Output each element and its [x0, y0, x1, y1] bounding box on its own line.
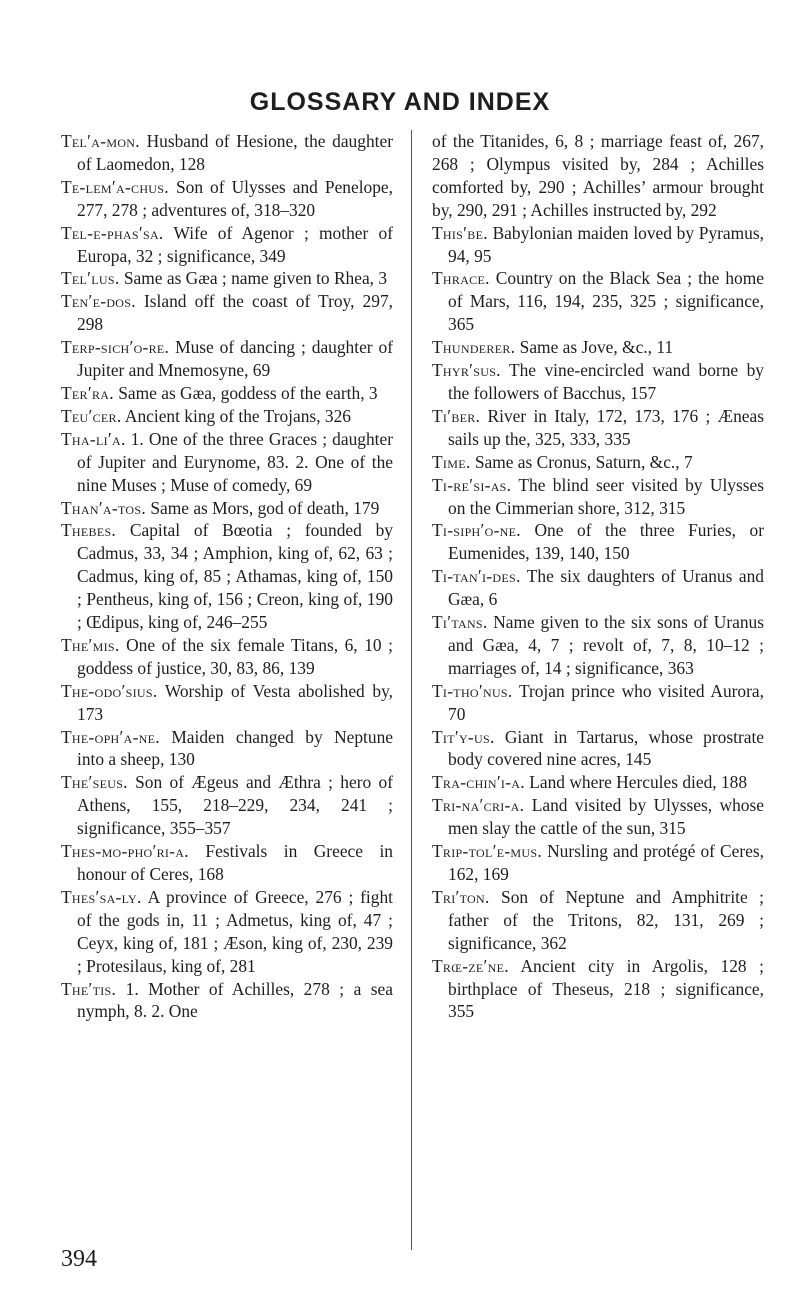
entry-text: Same as Gæa, goddess of the earth, 3 [113, 382, 378, 403]
index-entry [432, 222, 764, 268]
entry-text: The blind seer visited by Ulysses on the Cimmerian shore, 312, 315 [448, 474, 764, 518]
entry-text: Island off the coast of Troy, 297, 298 [77, 291, 393, 335]
entry-text: Son of Neptune and Amphitrite ; father of the Tritons, 82, 131, 269 ; significance, 362 [448, 886, 764, 953]
index-entry [432, 726, 764, 772]
entry-text: Giant in Tartarus, whose prostrate body covered nine acres, 145 [448, 726, 764, 770]
index-entry [61, 886, 393, 978]
index-entry [61, 497, 393, 520]
entry-headword: Thunderer. [432, 337, 516, 358]
entry-text: Land where Hercules died, 188 [524, 772, 748, 793]
entry-text: Husband of Hesione, the daughter of Laomedon, 128 [77, 131, 393, 174]
page-number: 394 [61, 1246, 97, 1272]
entry-headword: Thebes. [61, 520, 117, 541]
running-header: GLOSSARY AND INDEX [249, 88, 551, 116]
entry-text: River in Italy, 172, 173, 176 ; Æneas sails up the, 325, 333, 335 [448, 405, 764, 449]
index-entry [61, 176, 393, 222]
index-entry [61, 519, 393, 634]
column-divider [411, 130, 412, 1250]
entry-text: Festivals in Greece in honour of Ceres, 168 [77, 841, 393, 884]
entry-headword: Thyr′sus. [432, 360, 501, 381]
entry-text: One of the six female Titans, 6, 10 ; goddess of justice, 30, 83, 86, 139 [77, 634, 393, 678]
index-entry [432, 840, 764, 886]
entry-headword: Trip-tol′e-mus. [432, 841, 542, 862]
entry-text: The vine-encircled wand borne by the followers of Bacchus, 157 [448, 360, 764, 403]
entry-headword: Thrace. [432, 268, 490, 289]
index-entry [432, 359, 764, 405]
entry-headword: Tha-li′a. [61, 428, 126, 449]
index-entry [432, 886, 764, 955]
entry-headword: This′be. [432, 222, 488, 243]
entry-headword: Ti′ber. [432, 405, 481, 426]
index-entry [432, 794, 764, 840]
index-entry [61, 405, 393, 428]
index-entry [61, 428, 393, 497]
right-column [432, 130, 764, 1023]
entry-headword: Than′a-tos. [61, 497, 146, 518]
entry-headword: Thes-mo-pho′ri-a. [61, 841, 189, 862]
index-entry [61, 267, 393, 290]
entry-headword: Ter′ra. [61, 382, 114, 403]
index-entry [61, 978, 393, 1024]
entry-text: Babylonian maiden loved by Pyramus, 94, 95 [448, 222, 764, 266]
entry-headword: The-odo′sius. [61, 680, 158, 701]
entry-text: A province of Greece, 276 ; fight of the gods in, 11 ; Admetus, king of, 47 ; Ceyx, king of, 181 ; Æson, king of, 230, 239 ; Protesilaus, king of, 281 [77, 886, 393, 976]
index-entry [432, 680, 764, 726]
entry-headword: Ti′tans. [432, 612, 488, 633]
entry-text: Ancient king of the Trojans, 326 [121, 405, 351, 426]
index-entry [432, 519, 764, 565]
entry-headword: Tri-na′cri-a. [432, 795, 525, 816]
entry-text: Capital of Bœotia ; founded by Cadmus, 33, 34 ; Amphion, king of, 62, 63 ; Cadmus, king of, 85 ; Athamas, king of, 150 ; Pentheus, king of, 156 ; Creon, king of, 190 ; Œdipus, king of, 246–255 [77, 520, 393, 633]
index-entry [61, 680, 393, 726]
entry-text: Same as Mors, god of death, 179 [145, 497, 380, 518]
entry-headword: Ti-tan′i-des. [432, 566, 521, 587]
entry-headword: Tri′ton. [432, 886, 490, 907]
entry-headword: Ti-siph′o-ne. [432, 520, 521, 541]
index-entry [61, 382, 393, 405]
index-entry [61, 130, 393, 176]
entry-text: Name given to the six sons of Uranus and Gæa, 4, 7 ; revolt of, 7, 8, 10–12 ; marriages of, 14 ; significance, 363 [448, 612, 764, 678]
entry-headword: Te-lem′a-chus. [61, 176, 169, 197]
entry-headword: Tit′y-us. [432, 726, 495, 747]
entry-text: 1. Mother of Achilles, 278 ; a sea nymph, 8. 2. One [77, 978, 393, 1022]
index-entry [61, 336, 393, 382]
entry-headword: Tel′a-mon. [61, 131, 140, 151]
entry-text: Same as Gæa ; name given to Rhea, 3 [119, 268, 388, 289]
entry-text: Son of Ægeus and Æthra ; hero of Athens, 155, 218–229, 234, 241 ; significance, 355–357 [77, 772, 393, 839]
entry-headword: The′tis. [61, 978, 117, 999]
entry-headword: The-oph′a-ne. [61, 726, 160, 747]
index-entry [432, 267, 764, 336]
entry-text: Same as Jove, &c., 11 [515, 337, 674, 358]
entry-headword: The′seus. [61, 772, 128, 793]
entry-text: Same as Cronus, Saturn, &c., 7 [470, 451, 693, 472]
entry-text: Ancient city in Argolis, 128 ; birthplace of Theseus, 218 ; significance, 355 [448, 955, 764, 1022]
entry-headword: Trœ-ze′ne. [432, 955, 509, 976]
index-entry [432, 336, 764, 359]
index-entry [432, 474, 764, 520]
left-column [61, 130, 393, 1023]
entry-headword: Tel-e-phas′sa. [61, 222, 164, 243]
index-entry [61, 634, 393, 680]
index-entry [432, 955, 764, 1024]
index-entry [61, 290, 393, 336]
entry-text: Son of Ulysses and Penelope, 277, 278 ; adventures of, 318–320 [77, 176, 393, 220]
entry-headword: Thes′sa-ly. [61, 886, 142, 907]
index-entry [61, 771, 393, 840]
entry-headword: The′mis. [61, 634, 120, 655]
index-entry [432, 130, 764, 222]
entry-headword: Tel′lus. [61, 268, 120, 289]
entry-headword: Terp-sich′o-re. [61, 337, 170, 358]
index-entry [432, 565, 764, 611]
entry-headword: Time. [432, 451, 471, 472]
index-entry [432, 405, 764, 451]
index-entry [432, 451, 764, 474]
entry-headword: Ti-re′si-as. [432, 474, 512, 495]
index-entry [432, 771, 764, 794]
entry-text: Nursling and protégé of Ceres, 162, 169 [448, 841, 764, 884]
entry-text: Land visited by Ulysses, whose men slay the cattle of the sun, 315 [448, 795, 764, 839]
entry-text: Muse of dancing ; daughter of Jupiter and Mnemosyne, 69 [77, 337, 393, 381]
entry-text: Maiden changed by Neptune into a sheep, 130 [77, 726, 393, 770]
entry-text: 1. One of the three Graces ; daughter of Jupiter and Eurynome, 83. 2. One of the nine Muses ; Muse of comedy, 69 [77, 428, 393, 495]
index-entry [61, 222, 393, 268]
entry-text: Country on the Black Sea ; the home of Mars, 116, 194, 235, 325 ; significance, 365 [448, 268, 764, 335]
entry-headword: Teu′cer. [61, 405, 122, 426]
index-entry [432, 611, 764, 680]
entry-headword: Tra-chin′i-a. [432, 772, 525, 793]
entry-text: The six daughters of Uranus and Gæa, 6 [448, 566, 764, 610]
entry-text: Worship of Vesta abolished by, 173 [77, 680, 393, 724]
entry-text: of the Titanides, 6, 8 ; marriage feast of, 267, 268 ; Olympus visited by, 284 ; Achilles comforted by, 290 ; Achilles’ armour brought by, 290, 291 ; Achilles instructed by, 292 [432, 131, 764, 220]
entry-text: One of the three Furies, or Eumenides, 139, 140, 150 [448, 520, 764, 564]
entry-text: Wife of Agenor ; mother of Europa, 32 ; significance, 349 [77, 222, 393, 266]
entry-headword: Ti-tho′nus. [432, 680, 513, 701]
entry-headword: Ten′e-dos. [61, 291, 136, 312]
index-entry [61, 726, 393, 772]
entry-text: Trojan prince who visited Aurora, 70 [448, 680, 764, 724]
index-entry [61, 840, 393, 886]
